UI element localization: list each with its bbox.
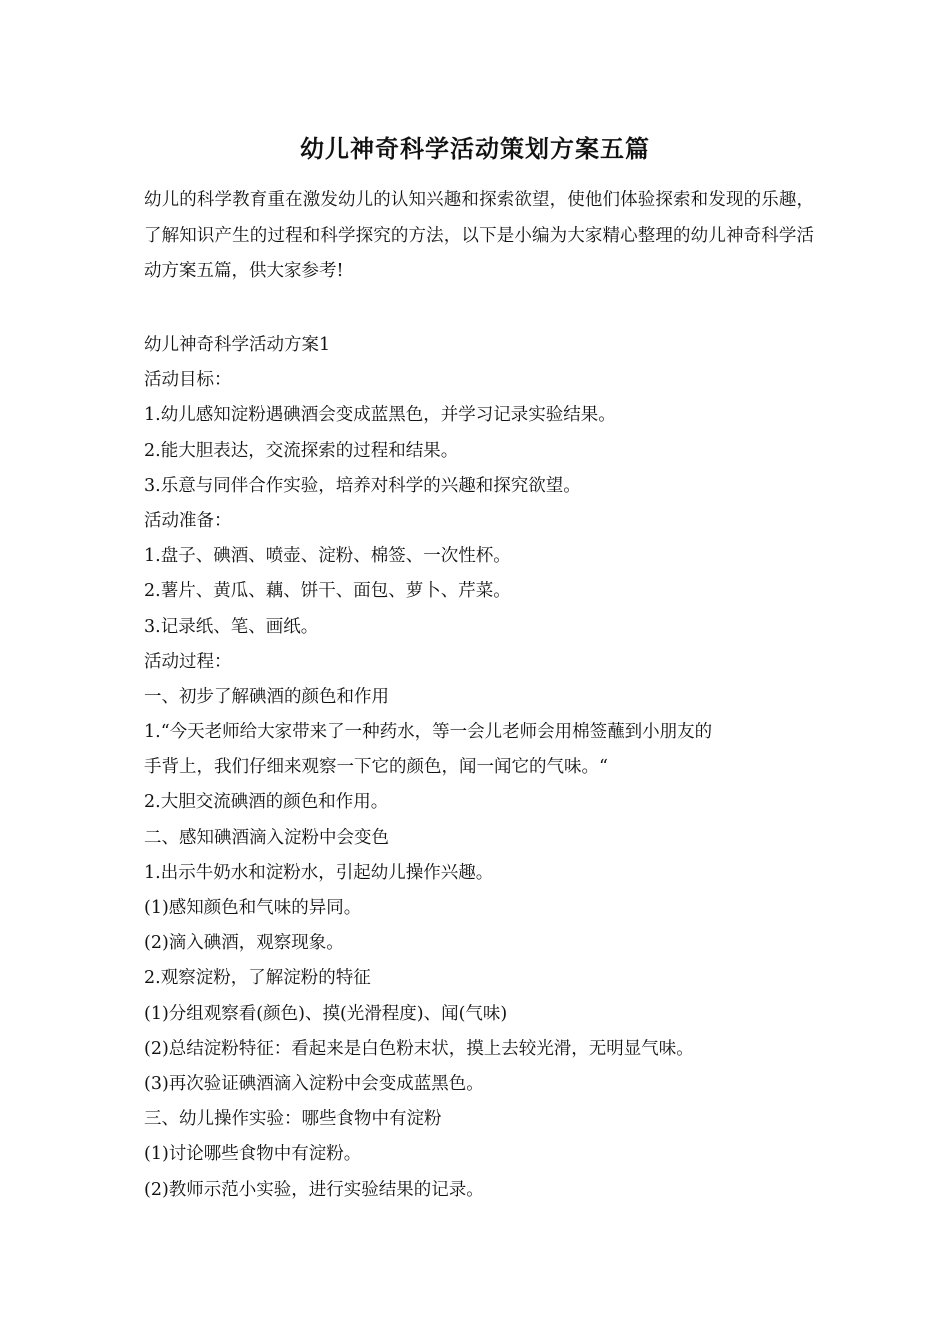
text-line: 2.大胆交流碘酒的颜色和作用。 — [144, 792, 389, 813]
document-title: 幼儿神奇科学活动策划方案五篇 — [300, 134, 650, 163]
text-line: 1.“今天老师给大家带来了一种药水，等一会儿老师会用棉签蘸到小朋友的 — [144, 722, 713, 743]
text-line: 活动准备： — [144, 510, 232, 531]
text-line: 一、初步了解碘酒的颜色和作用 — [144, 686, 389, 707]
text-line: 3.乐意与同伴合作实验，培养对科学的兴趣和探究欲望。 — [144, 475, 581, 496]
text-line: (1)感知颜色和气味的异同。 — [144, 898, 362, 918]
text-line: (3)再次验证碘酒滴入淀粉中会变成蓝黑色。 — [144, 1073, 484, 1094]
text-line: 二、感知碘酒滴入淀粉中会变色 — [144, 827, 389, 848]
text-line: 2.能大胆表达，交流探索的过程和结果。 — [144, 440, 459, 461]
text-line: 幼儿神奇科学活动方案1 — [144, 335, 331, 355]
text-line: 2.观察淀粉，了解淀粉的特征 — [144, 968, 371, 989]
intro-paragraph: 幼儿的科学教育重在激发幼儿的认知兴趣和探索欲望，使他们体验探索和发现的乐趣，了解知识产生的过程和科学探究的方法，以下是小编为大家精心整理的幼儿神奇科学活动方案五篇，供大家参考! — [144, 190, 814, 281]
text-line: 1.出示牛奶水和淀粉水，引起幼儿操作兴趣。 — [144, 862, 494, 883]
text-line: (2)教师示范小实验，进行实验结果的记录。 — [144, 1179, 484, 1200]
text-line: (2)总结淀粉特征：看起来是白色粉末状，摸上去较光滑，无明显气味。 — [144, 1038, 694, 1059]
body-text — [144, 328, 824, 1208]
text-line: 3.记录纸、笔、画纸。 — [144, 616, 319, 637]
text-line: (1)讨论哪些食物中有淀粉。 — [144, 1144, 362, 1165]
text-line: 三、幼儿操作实验：哪些食物中有淀粉 — [144, 1109, 442, 1130]
text-line: 2.薯片、黄瓜、藕、饼干、面包、萝卜、芹菜。 — [144, 581, 511, 602]
text-line: (1)分组观察看(颜色)、摸(光滑程度)、闻(气味) — [144, 1003, 508, 1024]
text-line: (2)滴入碘酒，观察现象。 — [144, 933, 344, 954]
text-line: 活动目标： — [144, 370, 232, 391]
text-line: 1.幼儿感知淀粉遇碘酒会变成蓝黑色，并学习记录实验结果。 — [144, 405, 616, 426]
text-line: 1.盘子、碘酒、喷壶、淀粉、棉签、一次性杯。 — [144, 546, 511, 567]
text-line: 手背上，我们仔细来观察一下它的颜色，闻一闻它的气味。“ — [144, 757, 608, 778]
text-line: 活动过程： — [144, 651, 232, 672]
